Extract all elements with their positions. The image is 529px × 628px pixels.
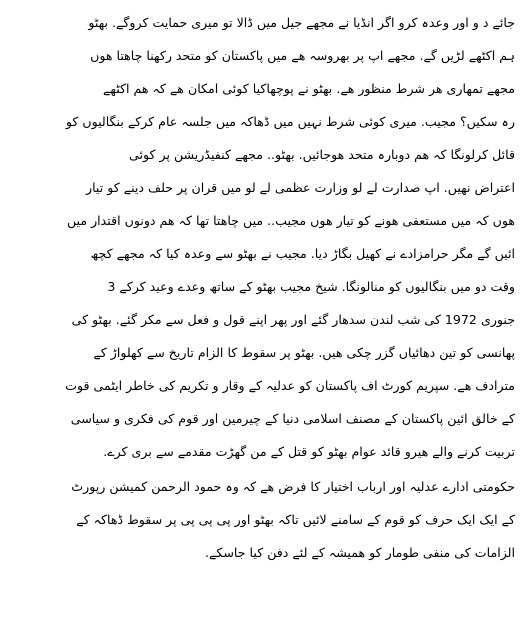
text-line: ہم اکٹھے لڑیں گے. مجھے اپ پر بھروسہ ھے میں پاکستان کو متحد رکھنا چاھتا ھوں [90,48,515,63]
text-line: جائے د و اور وعدہ کرو اگر انڈیا نے مجھے جیل میں ڈالا تو میری حمایت کروگے. بھٹو [88,15,515,30]
text-line: ائیں گے مگر حرامزادے نے کھیل بگاڑ دیا. مجیب نے بھٹو سے وعدہ کیا کہ مجھے کچھ [90,246,515,261]
text-line: پھانسی کو تین دھائیاں گزر چکی ھیں. بھٹو پر سقوط کا الزام تاریخ سے کھلواڑ کے [93,345,515,360]
text-line: کے ایک ایک حرف کو قوم کے سامنے لائیں تاکہ بھٹو اور پی پی پی پر سقوط ڈھاکہ کے [76,512,515,527]
text-line: تربیت کرنے والے ھیرو قائد عوام بھٹو کو قتل کے من گھڑت مقدمے سے بری کرے. [103,444,515,459]
paragraph-1 [10,6,515,468]
text-line: ھوں کہ میں مستعفی ھونے کو تیار ھوں مجیب.. میں چاھتا تھا کہ ھم دونوں اقتدار میں [66,213,515,228]
text-line: کے خالق ائین پاکستان کے مصنف اسلامی دنیا کے چیرمین اور قوم کی فکری و سیاسی [70,411,515,426]
paragraph-2 [10,470,515,569]
text-line: رہ سکیں؟ مجیب. میری کوئی شرط نہیں میں ڈھاکہ میں جلسہ عام کرکے بنگالیوں کو [65,114,515,129]
text-line: اعتراض نھیں. اپ صدارت لے لو وزارت عظمی لے لو میں قران پر حلف دینے کو تیار [86,180,515,195]
text-line: الزامات کی منفی طومار کو ھمیشہ کے لئے دفن کیا جاسکے. [205,545,515,560]
text-line: وقت دو میں بنگالیوں کو منالونگا. شیخ مجیب بھٹو کے ساتھ وعدے وعید کرکے 3 [107,279,515,294]
text-line: قائل کرلونگا کہ ھم دوبارہ متحد ھوجائیں. بھٹو.. مجھے کنفیڈریشن پر کوئی [129,147,515,162]
text-line: جنوری 1972 کی شب لندن سدھار گئے اور پھر اپنے قول و فعل سے مکر گئے. بھٹو کی [71,312,515,327]
text-line: مجھے تمھاری ھر شرط منظور ھے. بھٹو نے پوچھاکیا کوئی امکان ھے کہ ھم اکٹھے [103,81,515,96]
text-line: حکومتی ادارے عدلیہ اور ارباب اختیار کا فرض ھے کہ وہ حمود الرحمن کمیشن رپورٹ [71,479,515,494]
article-body [10,6,515,569]
text-line: مترادف ھے. سپریم کورٹ اف پاکستان کو عدلیہ کے وقار و تکریم کی خاطر ایٹمی قوت [65,378,515,393]
